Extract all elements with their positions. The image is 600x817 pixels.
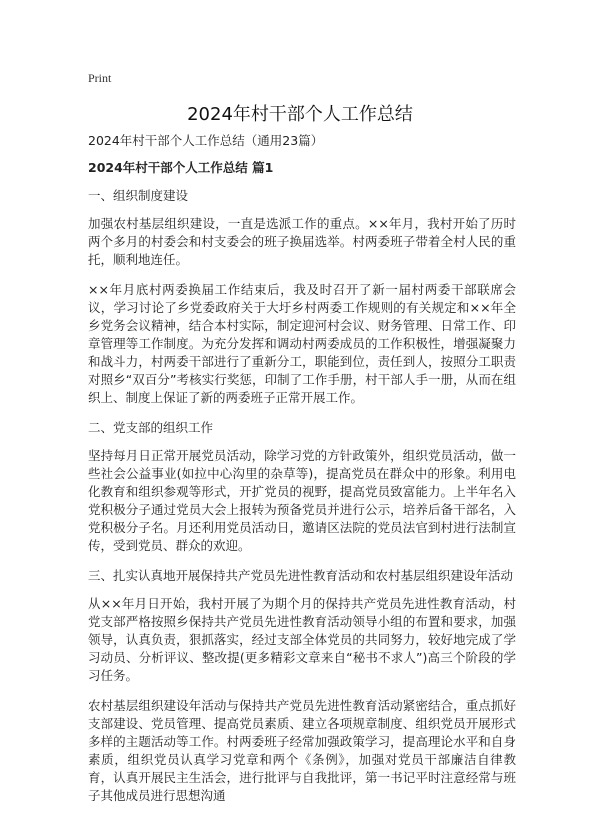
print-label: Print xyxy=(88,71,112,85)
heading-education-activities: 三、扎实认真地开展保持共产党员先进性教育活动和农村基层组织建设年活动 xyxy=(88,568,514,583)
document-body xyxy=(88,132,516,817)
paragraph-5: 农村基层组织建设年活动与保持共产党员先进性教育活动紧密结合，重点抓好支部建设、党员管理、提高党员素质、建立各项规章制度、组织党员开展形式多样的主题活动等工作。村两委班子经常加强政策学习，提高理论水平和自身素质，组织党员认真学习党章和两个《条例》，加强对党员干部廉洁自律教育，认真开展民主生活会，进行批评与自我批评，第一书记平时注意经常与班子其他成员进行思想沟通 xyxy=(88,698,516,803)
paragraph-1: 加强农村基层组织建设，一直是选派工作的重点。××年月，我村开始了历时两个多月的村委会和村支委会的班子换届选举。村两委班子带着全村人民的重托，顺利地连任。 xyxy=(88,216,516,267)
article-heading: 2024年村干部个人工作总结 篇1 xyxy=(88,160,274,175)
page-title: 2024年村干部个人工作总结 xyxy=(187,104,413,125)
paragraph-2: ××年月底村两委换届工作结束后，我及时召开了新一届村两委干部联席会议，学习讨论了乡党委政府关于大圩乡村两委工作规则的有关规定和××年全乡党务会议精神，结合本村实际，制定迎河村会议、财务管理、日常工作、印章管理等工作制度。为充分发挥和调动村两委成员的工作积极性，增强凝聚力和战斗力，村两委干部进行了重新分工，职能到位，责任到人，按照分工职责对照乡“双百分”考核实行奖惩，印制了工作手册，村干部人手一册，从而在组织上、制度上保证了新的两委班子正常开展工作。 xyxy=(88,282,516,405)
heading-organization-system: 一、组织制度建设 xyxy=(88,188,189,203)
paragraph-3: 坚持每月日正常开展党员活动，除学习党的方针政策外，组织党员活动，做一些社会公益事业(如拉中心沟里的杂草等)，提高党员在群众中的形象。利用电化教育和组织参观等形式，开扩党员的视野，提高党员致富能力。上半年名入党积极分子通过党员大会上报转为预备党员并进行公示，培养后备干部名，入党积极分子名。月还利用党员活动日，邀请区法院的党员法官到村进行法制宣传，受到党员、群众的欢迎。 xyxy=(88,448,516,553)
heading-party-branch: 二、党支部的组织工作 xyxy=(88,420,214,435)
paragraph-4: 从××年月日开始，我村开展了为期个月的保持共产党员先进性教育活动，村党支部严格按照乡保持共产党员先进性教育活动领导小组的布置和要求，加强领导，认真负责，狠抓落实，经过支部全体党员的共同努力，较好地完成了学习动员、分析评议、整改提(更多精彩文章来自“秘书不求人”)高三个阶段的学习任务。 xyxy=(88,596,516,683)
document-subtitle: 2024年村干部个人工作总结（通用23篇） xyxy=(88,133,324,148)
